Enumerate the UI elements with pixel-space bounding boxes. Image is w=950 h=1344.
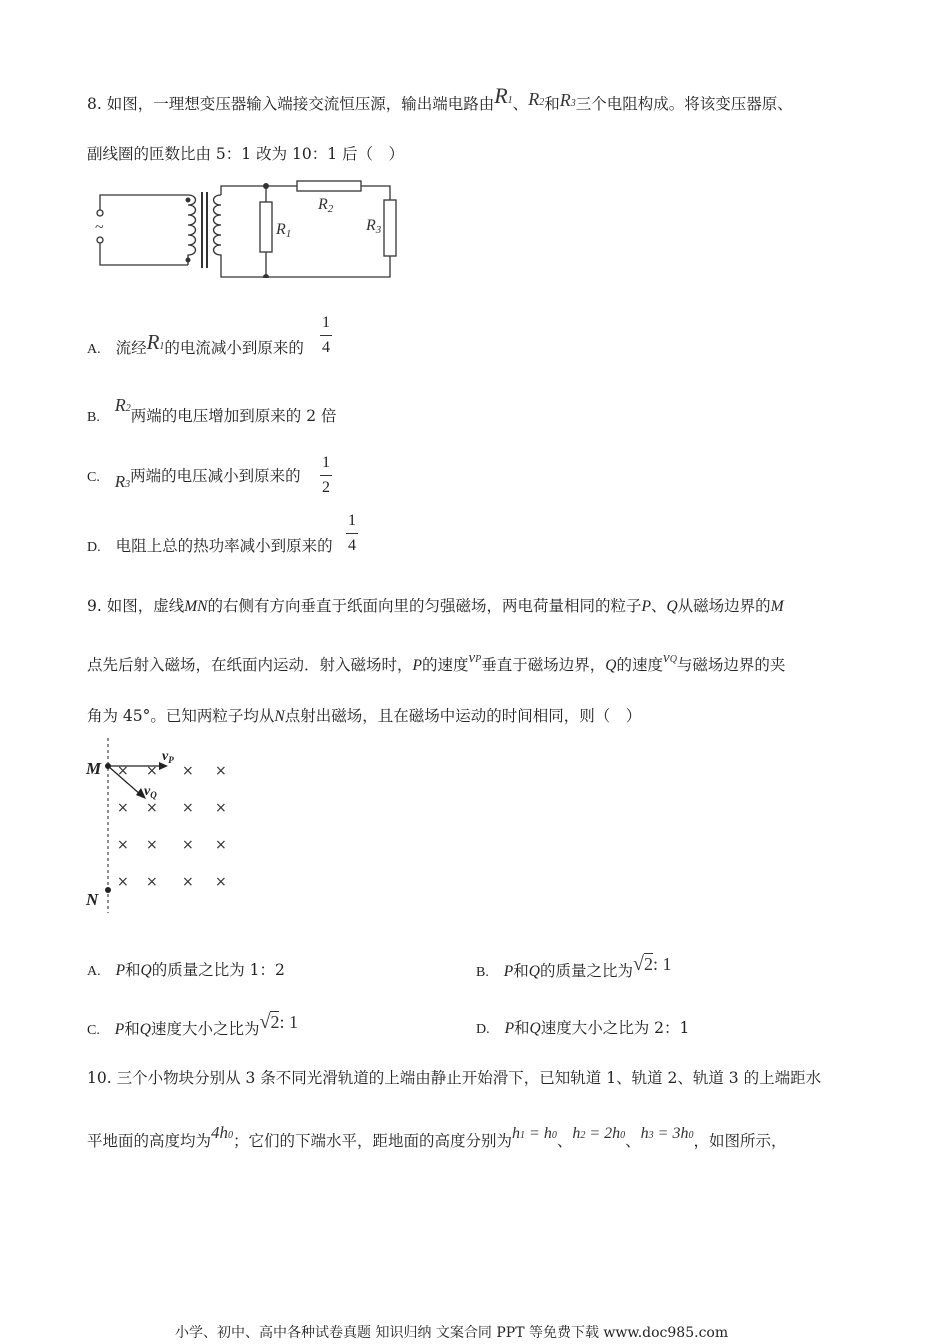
option-letter: A.: [87, 342, 101, 357]
primary-polarity-dot: [186, 198, 191, 203]
source-symbol: ~: [95, 219, 104, 236]
q9-stem-line3: 角为 45°。已知两粒子均从N点射出磁场，且在磁场中运动的时间相同，则（ ）: [87, 707, 642, 725]
q8-option-a[interactable]: [87, 330, 304, 361]
label-n: N: [86, 890, 99, 909]
vp-symbol: vP: [468, 650, 482, 666]
h0-expression: 4h0: [211, 1123, 234, 1142]
primary-polarity-dot-bottom: [186, 258, 191, 263]
q9-stem-line2: 点先后射入磁场，在纸面内运动．射入磁场时，P的速度vP垂直于磁场边界，Q的速度vQ与磁场边界的夹: [87, 650, 786, 674]
q8-circuit-diagram: [90, 178, 410, 278]
option-letter: C.: [87, 1023, 100, 1038]
q8-sep-1: 、: [512, 95, 529, 113]
primary-wire-top: [100, 195, 188, 210]
r1-symbol: R1: [146, 330, 165, 354]
option-letter: A.: [87, 964, 101, 979]
option-text: 两端的电压减小到原来的: [130, 467, 301, 485]
field-cross: ×: [146, 800, 158, 816]
q9-mn: MN: [184, 598, 208, 615]
point-n-dot: [105, 887, 111, 893]
q9-option-c[interactable]: C. P和Q速度大小之比为√2: 1: [87, 1011, 298, 1038]
q8-r3-symbol: R3: [559, 90, 576, 110]
q8-option-c[interactable]: [87, 466, 301, 489]
option-letter: C.: [87, 470, 100, 485]
q8-stem-text-a: 8. 如图，一理想变压器输入端接交流恒压源，输出端电路由: [87, 95, 495, 113]
q8-r1-symbol: R1: [494, 83, 513, 108]
q8-option-d[interactable]: [87, 536, 333, 558]
field-crosses: [117, 763, 227, 890]
q8-option-b[interactable]: [87, 395, 337, 429]
r3-resistor: [384, 200, 396, 256]
r3-symbol: R3: [114, 472, 131, 491]
q8-stem-text-b: 三个电阻构成。将该变压器原、: [575, 95, 793, 113]
field-cross: ×: [215, 837, 227, 853]
fraction-one-half: 1 2: [322, 454, 330, 496]
field-cross: ×: [146, 763, 158, 779]
field-cross: ×: [117, 800, 129, 816]
fraction-one-quarter-d: 1 4: [348, 512, 356, 554]
primary-coil: [188, 195, 196, 265]
field-cross: ×: [215, 763, 227, 779]
field-cross: ×: [182, 763, 194, 779]
h2-expression: h2 = 2h0: [572, 1125, 626, 1142]
field-cross: ×: [182, 800, 194, 816]
q9-option-d[interactable]: D. P和Q速度大小之比为 2：1: [476, 1019, 690, 1037]
source-terminal-bottom: [97, 237, 103, 243]
r2-resistor: [297, 181, 361, 191]
q8-r2-symbol: R2: [528, 89, 545, 109]
h3-expression: h3 = 3h0: [640, 1125, 694, 1142]
field-cross: ×: [117, 763, 129, 779]
sqrt2-ratio: √2: 1: [632, 953, 672, 975]
field-cross: ×: [182, 837, 194, 853]
r1-label: R1: [276, 221, 292, 240]
junction-dot-top: [263, 183, 269, 189]
q8-and: 和: [544, 95, 560, 113]
q9-option-b[interactable]: B. P和Q的质量之比为√2: 1: [476, 953, 672, 980]
sqrt2-ratio: √2: 1: [259, 1011, 298, 1033]
r3-label: R3: [366, 217, 382, 236]
field-cross: ×: [182, 874, 194, 890]
option-text: 两端的电压增加到原来的 2 倍: [130, 407, 337, 425]
field-cross: ×: [146, 837, 158, 853]
q9-stem-line1: 9. 如图，虚线MN的右侧有方向垂直于纸面向里的匀强磁场，两电荷量相同的粒子P、Q从磁场边界的M: [87, 597, 784, 615]
option-letter: D.: [476, 1022, 490, 1037]
q9-magnetic-field-diagram: [84, 735, 254, 915]
source-terminal-top: [97, 210, 103, 216]
r2-symbol: R2: [114, 395, 131, 415]
option-text-post: 的电流减小到原来的: [164, 339, 304, 357]
field-cross: ×: [215, 874, 227, 890]
secondary-wire-bottom: [221, 256, 390, 277]
fraction-one-quarter: 1 4: [322, 314, 330, 356]
primary-wire-bottom: [100, 243, 188, 265]
field-cross: ×: [117, 874, 129, 890]
q8-stem-line2: 副线圈的匝数比由 5：1 改为 10：1 后（ ）: [87, 145, 405, 163]
option-letter: B.: [476, 965, 489, 980]
vq-symbol: vQ: [663, 650, 677, 666]
option-letter: B.: [87, 410, 100, 425]
field-cross: ×: [146, 874, 158, 890]
secondary-coil: [214, 195, 222, 265]
q10-stem-line2: 平地面的高度均为4h0；它们的下端水平，距地面的高度分别为h1 = h0、h2 = 2h0、h3 = 3h0，如图所示，: [87, 1123, 787, 1150]
vp-label: $v_P$: [162, 749, 174, 765]
field-cross: ×: [215, 800, 227, 816]
junction-dot-bottom: [263, 274, 269, 278]
vq-label: $v_Q$: [144, 784, 157, 800]
q9-option-a[interactable]: A. P和Q的质量之比为 1：2: [87, 961, 285, 979]
label-m: M: [86, 759, 102, 778]
option-letter: D.: [87, 540, 101, 555]
page-footer: 小学、初中、高中各种试卷真题 知识归纳 文案合同 PPT 等免费下载 www.doc985.com: [175, 1325, 729, 1341]
h1-expression: h1 = h0: [512, 1125, 557, 1142]
option-text: 电阻上总的热功率减小到原来的: [115, 537, 333, 555]
r2-label: R2: [318, 196, 334, 215]
q10-stem-line1: 10. 三个小物块分别从 3 条不同光滑轨道的上端由静止开始滑下，已知轨道 1、轨道 2、轨道 3 的上端距水: [87, 1069, 822, 1087]
field-cross: ×: [117, 837, 129, 853]
option-text: 流经: [115, 339, 147, 357]
r1-resistor: [260, 202, 272, 252]
q8-stem-line1: [87, 83, 793, 117]
